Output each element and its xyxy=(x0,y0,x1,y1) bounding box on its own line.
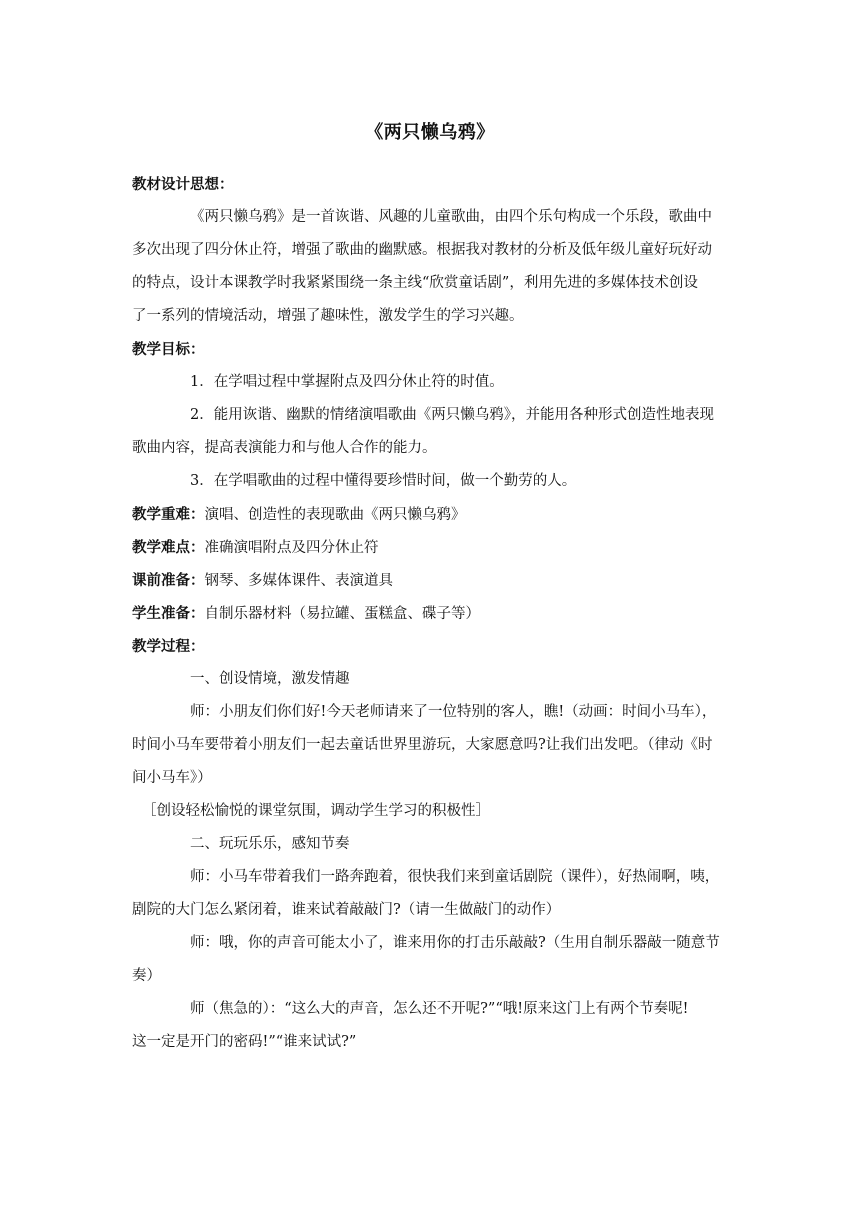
goal-item-continued: 歌曲内容，提高表演能力和与他人合作的能力。 xyxy=(132,440,437,456)
paragraph-line: 的特点，设计本课教学时我紧紧围绕一条主线“欣赏童话剧”，利用先进的多媒体技术创设 xyxy=(132,275,698,291)
paragraph-line: 剧院的大门怎么紧闭着，谁来试着敲敲门?（请一生做敲门的动作） xyxy=(132,902,561,918)
section-heading: 二、玩玩乐乐，感知节奏 xyxy=(190,836,350,852)
prep-row xyxy=(132,564,732,597)
goal-item: 2．能用诙谐、幽默的情绪演唱歌曲《两只懒乌鸦》，并能用各种形式创造性地表现 xyxy=(190,407,714,423)
paragraph-line: 间小马车》） xyxy=(132,770,212,786)
paragraph-line: 这一定是开门的密码!”“谁来试试?” xyxy=(132,1034,357,1050)
prep-text: 钢琴、多媒体课件、表演道具 xyxy=(204,573,393,589)
paragraph-line: 《两只懒乌鸦》是一首诙谐、风趣的儿童歌曲，由四个乐句构成一个乐段，歌曲中 xyxy=(190,209,712,225)
paragraph-line: 奏） xyxy=(132,968,161,984)
difficulty-row xyxy=(132,531,732,564)
paragraph-line: 了一系列的情境活动，增强了趣味性，激发学生的学习兴趣。 xyxy=(132,308,524,324)
goal-item: 3．在学唱歌曲的过程中懂得要珍惜时间，做一个勤劳的人。 xyxy=(190,473,577,489)
paragraph-line: 多次出现了四分休止符，增强了歌曲的幽默感。根据我对教材的分析及低年级儿童好玩好动 xyxy=(132,242,712,258)
bracket-note: ［创设轻松愉悦的课堂氛围，调动学生学习的积极性］ xyxy=(142,803,490,819)
student-prep-text: 自制乐器材料（易拉罐、蛋糕盒、碟子等） xyxy=(204,606,480,622)
student-prep-row xyxy=(132,597,732,630)
paragraph-line: 师：小朋友们你们好!今天老师请来了一位特别的客人，瞧!（动画：时间小马车）， xyxy=(190,704,717,720)
goals-heading: 教学目标： xyxy=(132,341,205,358)
prep-label: 课前准备： xyxy=(132,572,205,589)
document-body xyxy=(132,168,732,1059)
paragraph-line: 师：小马车带着我们一路奔跑着，很快我们来到童话剧院（课件），好热闹啊，咦， xyxy=(190,869,720,885)
section-heading: 一、创设情境，激发情趣 xyxy=(190,671,350,687)
focus-label: 教学重难： xyxy=(132,506,205,523)
design-heading: 教材设计思想： xyxy=(132,176,234,193)
focus-text: 演唱、创造性的表现歌曲《两只懒乌鸦》 xyxy=(204,507,466,523)
difficulty-text: 准确演唱附点及四分休止符 xyxy=(204,540,379,556)
goal-item: 1．在学唱过程中掌握附点及四分休止符的时值。 xyxy=(190,374,504,390)
paragraph-line: 师：哦，你的声音可能太小了，谁来用你的打击乐敲敲?（生用自制乐器敲一随意节 xyxy=(190,935,720,951)
paragraph-line: 师（焦急的）：“这么大的声音，怎么还不开呢?”“哦!原来这门上有两个节奏呢! xyxy=(190,1001,689,1017)
student-prep-label: 学生准备： xyxy=(132,605,205,622)
document-title: 《两只懒乌鸦》 xyxy=(365,122,495,143)
difficulty-label: 教学难点： xyxy=(132,539,205,556)
process-heading: 教学过程： xyxy=(132,638,205,655)
paragraph-line: 时间小马车要带着小朋友们一起去童话世界里游玩，大家愿意吗?让我们出发吧。（律动《时 xyxy=(132,737,713,753)
focus-row xyxy=(132,498,732,531)
